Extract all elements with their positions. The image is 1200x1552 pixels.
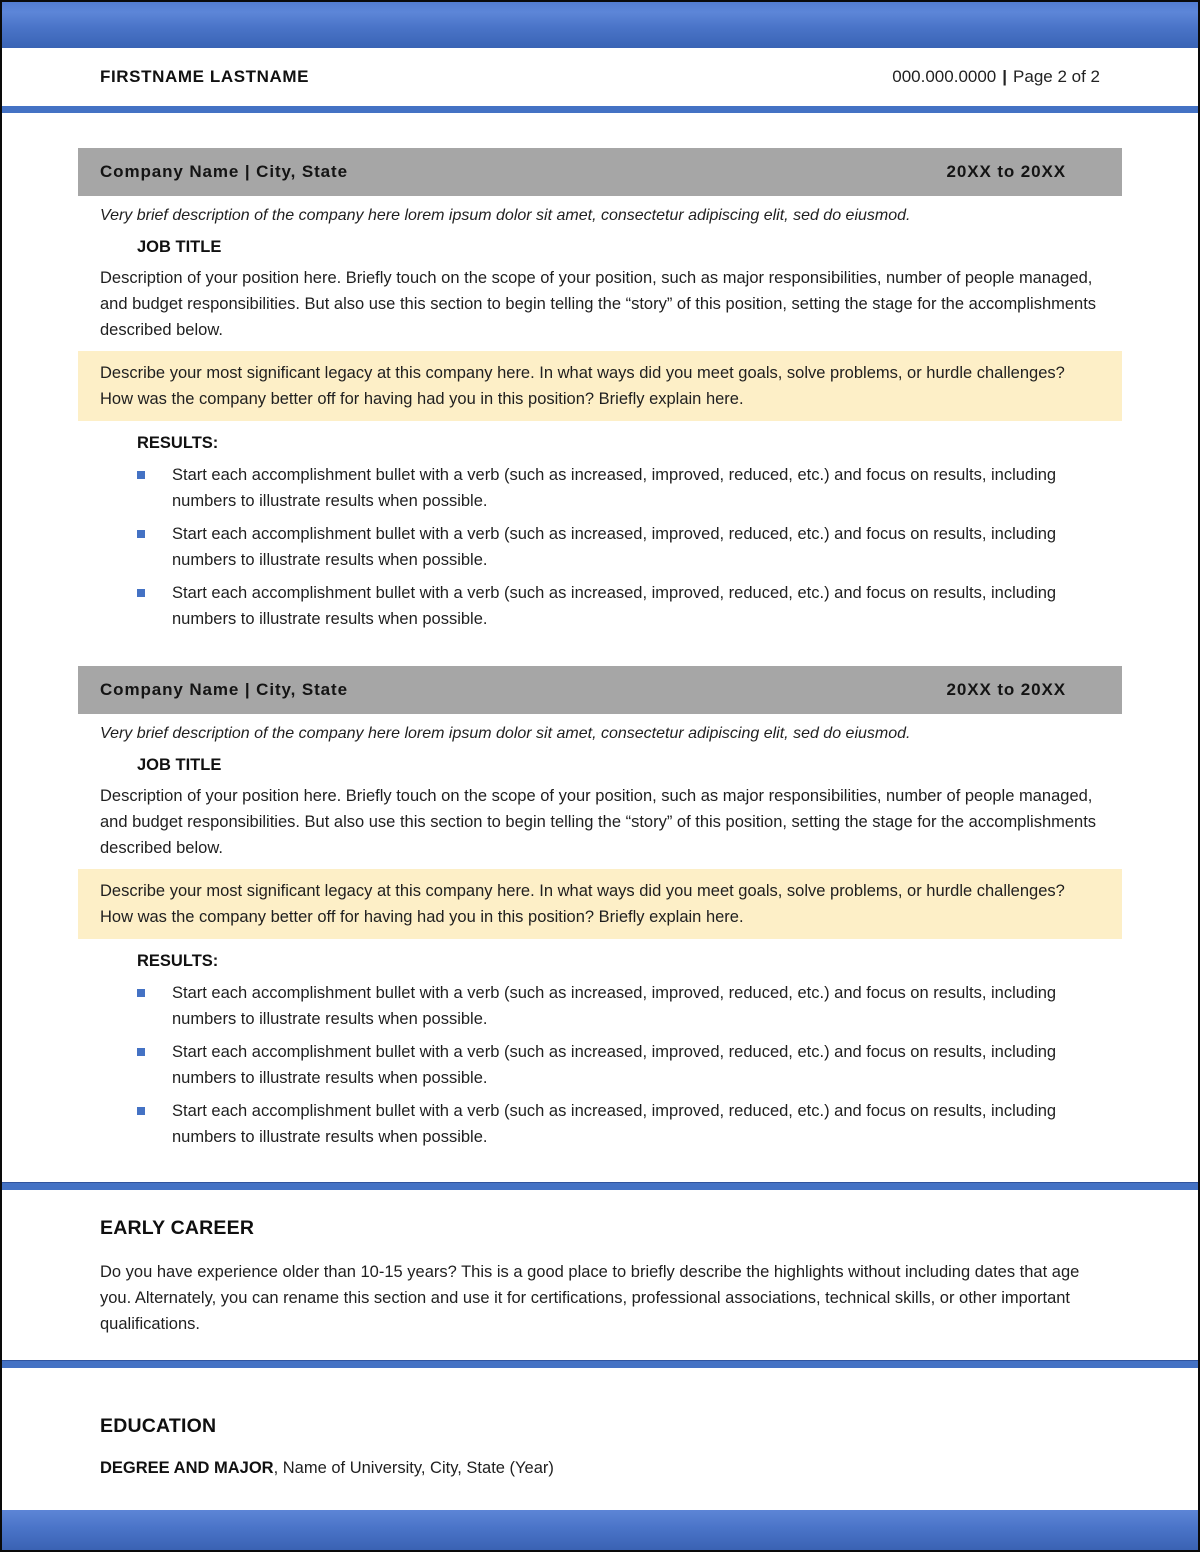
early-career-heading: EARLY CAREER [100, 1217, 255, 1239]
position-description: Description of your position here. Briefly touch on the scope of your position, such as major responsibilities, number of people managed, and budget responsibilities. But also use this section to begin telling the “story” of this position, setting the stage for the accomplishments described below. [100, 269, 1097, 339]
page-header [2, 48, 1198, 106]
bullet-square-icon [137, 1107, 145, 1115]
results-label: RESULTS: [137, 434, 219, 452]
header-divider-rule [2, 106, 1198, 113]
legacy-highlight-box: Describe your most significant legacy at this company here. In what ways did you meet goals, solve problems, or hurdle challenges? How was the company better off for having had you in this position? Briefly explain here. [78, 869, 1122, 939]
bullet-text: Start each accomplishment bullet with a verb (such as increased, improved, reduced, etc.) and focus on results, including numbers to illustrate results when possible. [172, 466, 1057, 510]
section-divider-bar [2, 1182, 1198, 1190]
section-divider-bar [2, 1360, 1198, 1368]
education-entry [100, 1459, 1100, 1478]
early-career-section [100, 1190, 1100, 1337]
top-accent-bar [2, 2, 1198, 48]
job-title: JOB TITLE [137, 756, 222, 774]
bullet-text: Start each accomplishment bullet with a verb (such as increased, improved, reduced, etc.) and focus on results, including numbers to illustrate results when possible. [172, 584, 1057, 628]
bullet-square-icon [137, 989, 145, 997]
bullet-square-icon [137, 530, 145, 538]
job-title: JOB TITLE [137, 238, 222, 256]
job-section-1 [100, 148, 1100, 639]
header-name: FIRSTNAME LASTNAME [100, 67, 310, 86]
results-bullet-list [100, 462, 1100, 632]
bullet-square-icon [137, 589, 145, 597]
company-description: Very brief description of the company here lorem ipsum dolor sit amet, consectetur adipiscing elit, sed do eiusmod. [100, 207, 911, 224]
list-item [100, 462, 1100, 514]
header-page-label: Page 2 of 2 [1013, 67, 1100, 86]
results-label: RESULTS: [137, 952, 219, 970]
bullet-square-icon [137, 471, 145, 479]
company-name: Company Name | City, State [100, 680, 348, 699]
legacy-highlight-box: Describe your most significant legacy at this company here. In what ways did you meet goals, solve problems, or hurdle challenges? How was the company better off for having had you in this position? Briefly explain here. [78, 351, 1122, 421]
degree-and-major: DEGREE AND MAJOR [100, 1459, 274, 1477]
header-contact [892, 67, 1100, 87]
employment-dates: 20XX to 20XX [946, 162, 1066, 181]
bullet-text: Start each accomplishment bullet with a verb (such as increased, improved, reduced, etc.) and focus on results, including numbers to illustrate results when possible. [172, 525, 1057, 569]
header-phone: 000.000.0000 [892, 67, 997, 86]
company-header-bar [78, 666, 1122, 714]
company-name: Company Name | City, State [100, 162, 348, 181]
education-section [100, 1368, 1100, 1478]
education-heading: EDUCATION [100, 1415, 217, 1437]
company-header-bar [78, 148, 1122, 196]
position-description: Description of your position here. Briefly touch on the scope of your position, such as major responsibilities, number of people managed, and budget responsibilities. But also use this section to begin telling the “story” of this position, setting the stage for the accomplishments described below. [100, 787, 1097, 857]
job-section-2 [100, 666, 1100, 1157]
company-description: Very brief description of the company here lorem ipsum dolor sit amet, consectetur adipiscing elit, sed do eiusmod. [100, 725, 911, 742]
early-career-body: Do you have experience older than 10-15 years? This is a good place to briefly describe the highlights without including dates that age you. Alternately, you can rename this section and use it for certifications, professional associations, technical skills, or other important qualifications. [100, 1263, 1080, 1333]
list-item [100, 521, 1100, 573]
bottom-accent-bar [2, 1510, 1198, 1550]
list-item [100, 980, 1100, 1032]
bullet-text: Start each accomplishment bullet with a verb (such as increased, improved, reduced, etc.) and focus on results, including numbers to illustrate results when possible. [172, 1043, 1057, 1087]
bullet-square-icon [137, 1048, 145, 1056]
list-item [100, 1098, 1100, 1150]
results-bullet-list [100, 980, 1100, 1150]
list-item [100, 1039, 1100, 1091]
page-body [2, 113, 1198, 1510]
bullet-text: Start each accomplishment bullet with a verb (such as increased, improved, reduced, etc.) and focus on results, including numbers to illustrate results when possible. [172, 1102, 1057, 1146]
header-separator: | [1002, 67, 1008, 86]
degree-details: , Name of University, City, State (Year) [273, 1459, 554, 1477]
employment-dates: 20XX to 20XX [946, 680, 1066, 699]
list-item [100, 580, 1100, 632]
bullet-text: Start each accomplishment bullet with a verb (such as increased, improved, reduced, etc.) and focus on results, including numbers to illustrate results when possible. [172, 984, 1057, 1028]
